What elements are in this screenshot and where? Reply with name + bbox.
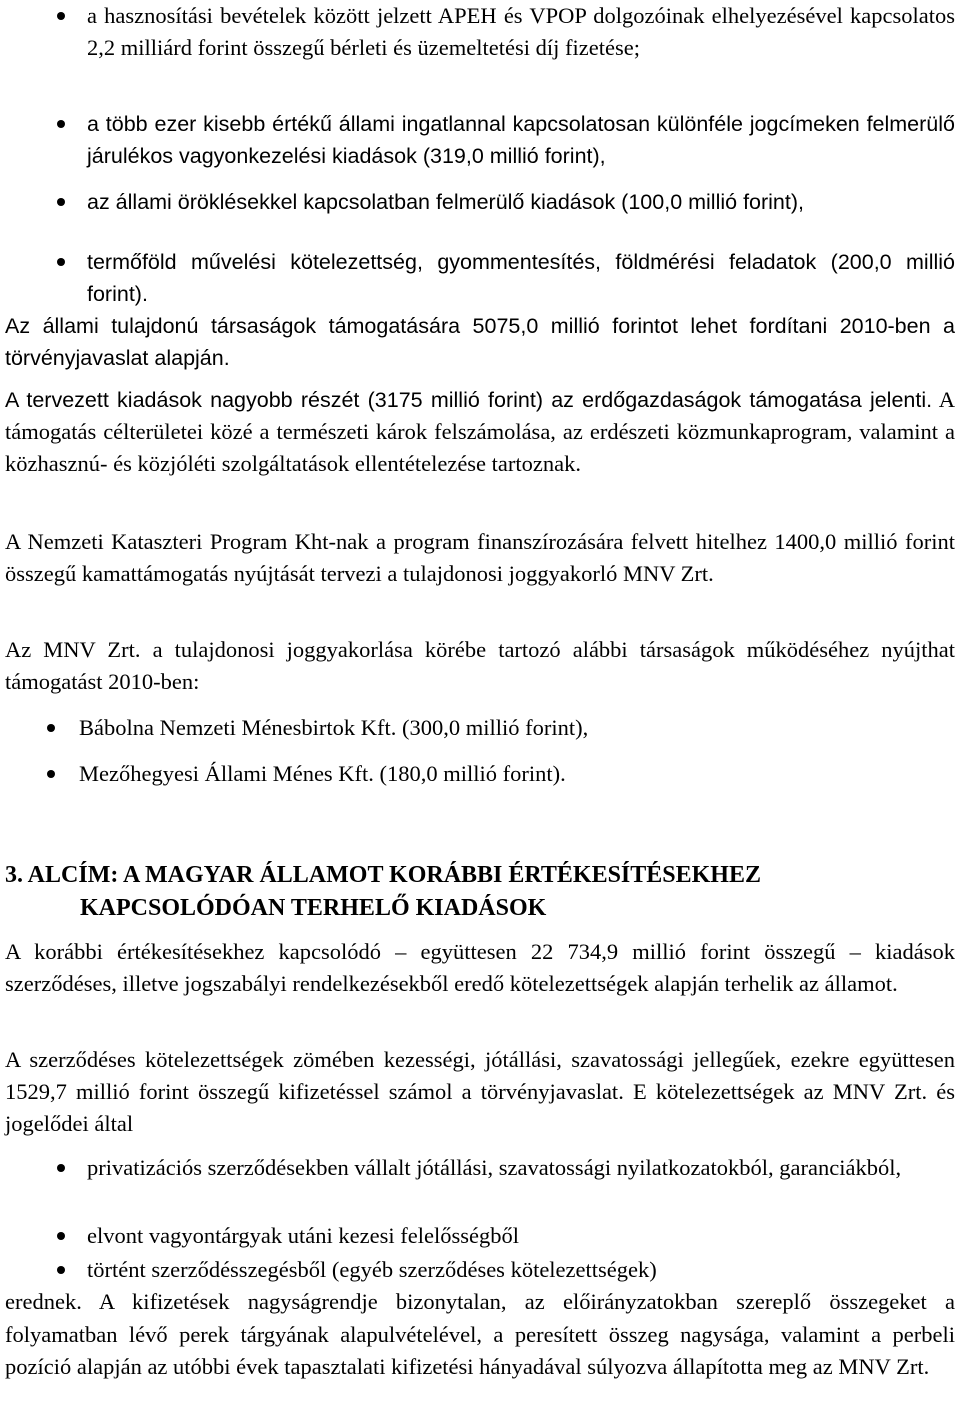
bullet-list-top	[5, 0, 955, 310]
list-item-text: a hasznosítási bevételek között jelzett APEH és VPOP dolgozóinak elhelyezésével kapcsolatos 2,2 milliárd forint összegű bérleti és üzemeltetési díj fizetése;	[87, 3, 955, 60]
section-heading-line2: KAPCSOLÓDÓAN TERHELŐ KIADÁSOK	[80, 895, 547, 921]
paragraph-erednek: erednek. A kifizetések nagyságrendje bizonytalan, az előirányzatokban szereplő összegeket a folyamatban lévő perek tárgyának alapulvételével, a peresített összeg nagysága, valamint a perbeli pozíció alapján az utóbbi évek tapasztalati kifizetési hányadával súlyozva állapította meg az MNV Zrt.	[5, 1289, 955, 1379]
list-item	[5, 712, 955, 758]
list-item	[5, 1220, 955, 1254]
bullet-icon	[57, 1232, 65, 1240]
bullet-icon	[57, 258, 65, 266]
bullet-icon	[57, 1266, 65, 1274]
bullet-icon	[57, 12, 65, 20]
list-item-text: privatizációs szerződésekben vállalt jótállási, szavatossági nyilatkozatokból, garanciákból,	[87, 1155, 902, 1180]
list-item-text: Bábolna Nemzeti Ménesbirtok Kft. (300,0 millió forint),	[79, 715, 589, 740]
list-item	[5, 1152, 955, 1220]
paragraph-szerzodeses: A szerződéses kötelezettségek zömében kezességi, jótállási, szavatossági jellegűek, ezekre együttesen 1529,7 millió forint összegű kifizetéssel számol a törvényjavaslat. E kötelezettségek az MNV Zrt. és jogelődei által	[5, 1047, 955, 1136]
list-item-text: a több ezer kisebb értékű állami ingatlannal kapcsolatosan különféle jogcímeken felmerülő járulékos vagyonkezelési kiadások (319,0 millió forint),	[87, 112, 955, 168]
list-item	[5, 1254, 955, 1285]
list-item-text: termőföld művelési kötelezettség, gyommentesítés, földmérési feladatok (200,0 millió forint).	[87, 250, 955, 306]
list-item-text: az állami öröklésekkel kapcsolatban felmerülő kiadások (100,0 millió forint),	[87, 190, 804, 214]
bullet-icon	[57, 1164, 65, 1172]
list-item	[5, 108, 955, 186]
paragraph-kataszter: A Nemzeti Kataszteri Program Kht-nak a program finanszírozására felvett hitelhez 1400,0 millió forint összegű kamattámogatás nyújtását tervezi a tulajdonosi joggyakorló MNV Zrt.	[5, 529, 955, 586]
list-item	[5, 0, 955, 96]
section-heading-line1: 3. ALCÍM: A MAGYAR ÁLLAMOT KORÁBBI ÉRTÉKESÍTÉSEKHEZ	[5, 862, 761, 888]
list-item-text: Mezőhegyesi Állami Ménes Kft. (180,0 millió forint).	[79, 761, 566, 786]
list-item-text: történt szerződésszegésből (egyéb szerződéses kötelezettségek)	[87, 1257, 657, 1282]
list-item-text: elvont vagyontárgyak utáni kezesi felelősségből	[87, 1223, 519, 1248]
bullet-icon	[47, 770, 55, 778]
list-item	[5, 758, 955, 790]
bullet-list-companies	[5, 712, 955, 790]
paragraph-erdogazdasag-sans: A tervezett kiadások nagyobb részét (3175 millió forint) az erdőgazdaságok támogatása jelenti.	[5, 388, 933, 412]
paragraph-tarsasagok: Az állami tulajdonú társaságok támogatására 5075,0 millió forintot lehet fordítani 2010-ben a törvényjavaslat alapján.	[5, 314, 955, 370]
paragraph-erdogazdasag	[5, 384, 955, 480]
bullet-icon	[47, 724, 55, 732]
paragraph-mnv: Az MNV Zrt. a tulajdonosi joggyakorlása körébe tartozó alábbi társaságok működéséhez nyújthat támogatást 2010-ben:	[5, 637, 955, 694]
bullet-icon	[57, 120, 65, 128]
paragraph-korabbi: A korábbi értékesítésekhez kapcsolódó – együttesen 22 734,9 millió forint összegű – kiadások szerződéses, illetve jogszabályi rendelkezésekből eredő kötelezettségek alapján terhelik az államot.	[5, 939, 955, 996]
list-item	[5, 246, 955, 310]
bullet-icon	[57, 198, 65, 206]
list-item	[5, 186, 955, 226]
bullet-list-bottom	[5, 1152, 955, 1285]
paragraph-erdogazdasag-serif: A támogatás célterületei közé a természeti károk felszámolása, az erdészeti közmunkaprogram, valamint a közhasznú- és közjóléti szolgáltatások ellentételezése tartoznak.	[5, 387, 955, 476]
